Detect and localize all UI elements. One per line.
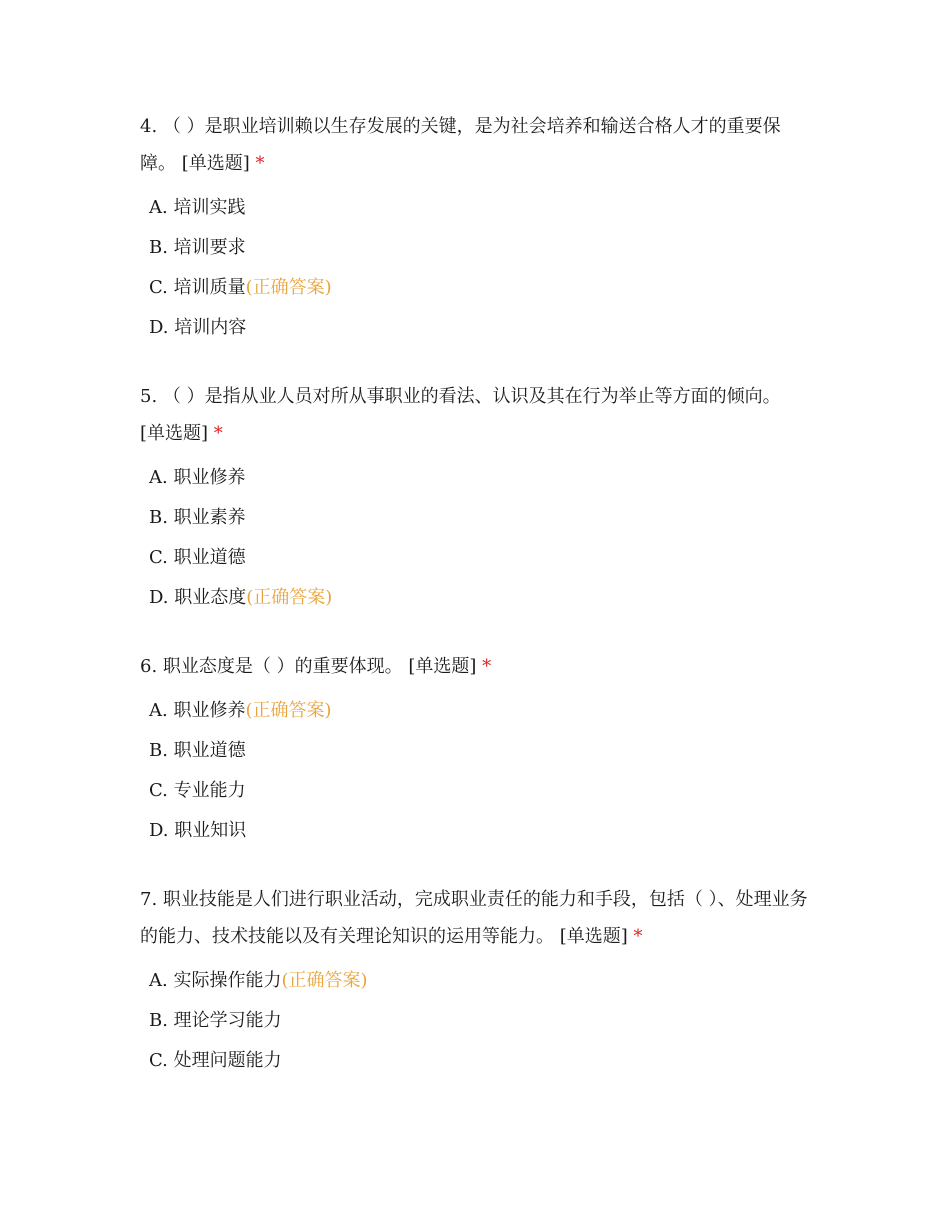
question-text: 7. 职业技能是人们进行职业活动，完成职业责任的能力和手段，包括（ ）、处理业务的能力、技术技能以及有关理论知识的运用等能力。 [单选题] xyxy=(140,889,808,947)
required-mark: * xyxy=(255,153,265,174)
option-list xyxy=(140,458,810,618)
option-d[interactable] xyxy=(140,578,810,618)
option-a[interactable] xyxy=(140,188,810,228)
question-stem xyxy=(140,108,810,182)
question-text: 5. （ ）是指从业人员对所从事职业的看法、认识及其在行为举止等方面的倾向。 [单选题] xyxy=(140,386,781,444)
question-stem xyxy=(140,648,810,685)
question-6 xyxy=(140,648,810,851)
correct-answer-tag: (正确答案) xyxy=(246,587,333,608)
option-list xyxy=(140,691,810,851)
option-c[interactable] xyxy=(140,268,810,308)
option-label: B. 培训要求 xyxy=(149,237,246,258)
option-label: A. 职业修养 xyxy=(149,467,246,488)
option-label: C. 处理问题能力 xyxy=(149,1050,282,1071)
question-4 xyxy=(140,108,810,348)
option-label: C. 培训质量 xyxy=(149,277,246,298)
option-b[interactable] xyxy=(140,228,810,268)
question-stem xyxy=(140,881,810,955)
required-mark: * xyxy=(633,926,643,947)
option-a[interactable] xyxy=(140,458,810,498)
question-text: 4. （ ）是职业培训赖以生存发展的关键，是为社会培养和输送合格人才的重要保障。 [单选题] xyxy=(140,116,781,174)
option-b[interactable] xyxy=(140,1001,810,1041)
correct-answer-tag: (正确答案) xyxy=(281,970,368,991)
option-d[interactable] xyxy=(140,811,810,851)
option-list xyxy=(140,188,810,348)
option-a[interactable] xyxy=(140,961,810,1001)
option-a[interactable] xyxy=(140,691,810,731)
option-list xyxy=(140,961,810,1081)
question-text: 6. 职业态度是（ ）的重要体现。 [单选题] xyxy=(140,656,477,677)
option-label: D. 培训内容 xyxy=(149,317,247,338)
option-label: B. 理论学习能力 xyxy=(149,1010,282,1031)
option-label: D. 职业知识 xyxy=(149,820,247,841)
option-c[interactable] xyxy=(140,771,810,811)
option-label: C. 职业道德 xyxy=(149,547,246,568)
option-label: B. 职业道德 xyxy=(149,740,246,761)
option-label: A. 实际操作能力 xyxy=(149,970,282,991)
question-7 xyxy=(140,881,810,1081)
option-label: C. 专业能力 xyxy=(149,780,246,801)
option-b[interactable] xyxy=(140,498,810,538)
option-b[interactable] xyxy=(140,731,810,771)
question-stem xyxy=(140,378,810,452)
required-mark: * xyxy=(482,656,492,677)
quiz-page xyxy=(140,108,810,1111)
option-c[interactable] xyxy=(140,538,810,578)
option-label: A. 培训实践 xyxy=(149,197,246,218)
option-label: A. 职业修养 xyxy=(149,700,246,721)
question-5 xyxy=(140,378,810,618)
option-label: D. 职业态度 xyxy=(149,587,247,608)
option-label: B. 职业素养 xyxy=(149,507,246,528)
correct-answer-tag: (正确答案) xyxy=(245,277,332,298)
required-mark: * xyxy=(213,423,223,444)
option-d[interactable] xyxy=(140,308,810,348)
correct-answer-tag: (正确答案) xyxy=(245,700,332,721)
option-c[interactable] xyxy=(140,1041,810,1081)
